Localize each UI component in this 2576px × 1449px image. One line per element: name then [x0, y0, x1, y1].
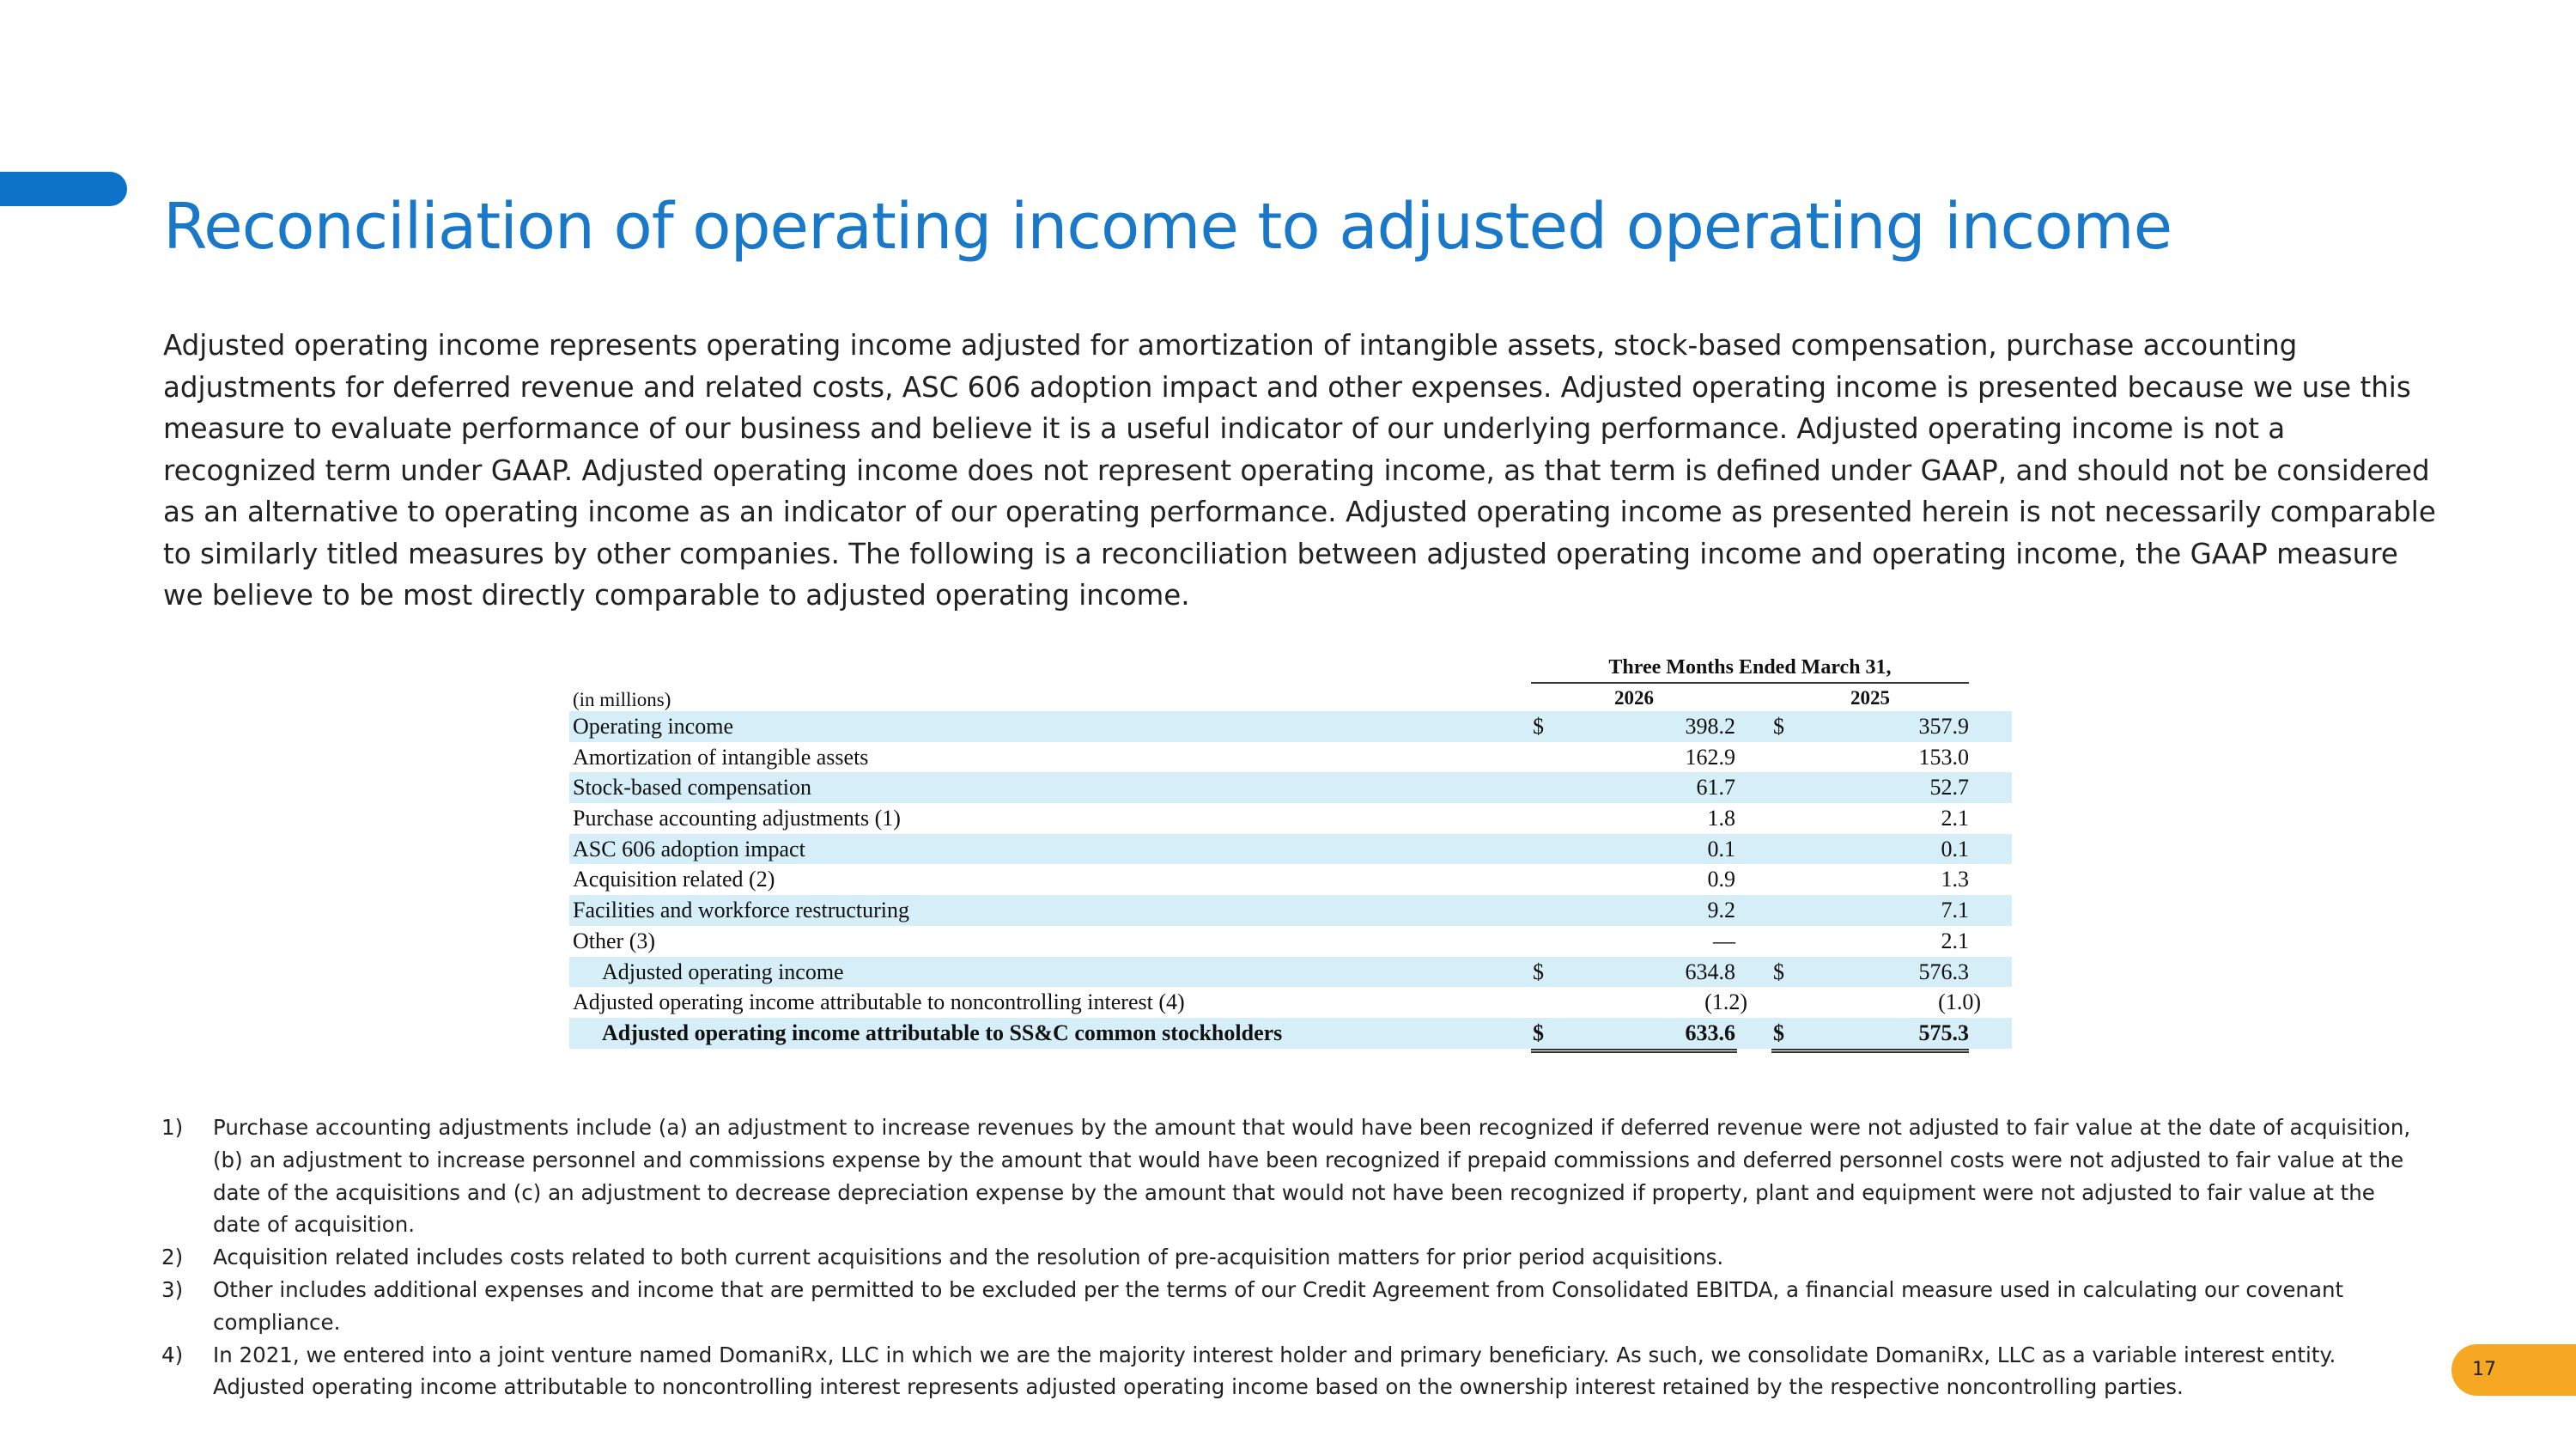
currency-symbol — [1773, 928, 1799, 955]
row-label: Stock-based compensation — [573, 775, 811, 801]
accent-bar — [0, 172, 127, 206]
table-row — [569, 834, 2012, 865]
footnote-number: 3) — [161, 1276, 184, 1302]
currency-symbol — [1773, 744, 1799, 771]
table-row — [569, 987, 2012, 1018]
value-current: 0.1 — [1707, 836, 1735, 861]
units-label: (in millions) — [573, 689, 671, 710]
footnote-text: Purchase accounting adjustments include (a) an adjustment to increase revenues by the amount that would have been recognized if deferred revenue were not adjusted to fair value at the date of acquisition, (b) an adjustment to increase personnel and commissions expense by the amount that would have been recognized if prepaid commissions and deferred personnel costs were not adjusted to fair value at the date of the acquisitions and (c) an adjustment to decrease depreciation expense by the amount that would not have been recognized if property, plant and equipment were not adjusted to fair value at the date of acquisition. — [213, 1115, 2411, 1238]
value-prior: 357.9 — [1918, 714, 1969, 739]
value-current: 61.7 — [1696, 775, 1735, 801]
footnote — [161, 1241, 2428, 1274]
footnote-text: Acquisition related includes costs related to both current acquisitions and the resolution of pre-acquisition matters for prior period acquisitions. — [213, 1245, 1724, 1270]
footnote-number: 1) — [161, 1115, 184, 1140]
footnote-text: Other includes additional expenses and income that are permitted to be excluded per the terms of our Credit Agreement from Consolidated EBITDA, a financial measure used in calculating our covenant compliance. — [213, 1276, 2344, 1335]
footnote — [161, 1274, 2428, 1339]
table-row — [569, 926, 2012, 957]
value-prior: 2.1 — [1941, 806, 1969, 831]
table-row — [569, 895, 2012, 926]
value-prior: 1.3 — [1941, 867, 1969, 892]
table-row — [569, 711, 2012, 742]
value-prior: 576.3 — [1918, 959, 1969, 984]
value-prior: 0.1 — [1941, 836, 1969, 861]
value-current: 1.8 — [1707, 806, 1735, 831]
row-label: Facilities and workforce restructuring — [573, 898, 910, 923]
year-header-current: 2026 — [1531, 685, 1737, 713]
table-body — [569, 711, 2012, 1049]
value-prior: 52.7 — [1929, 775, 1969, 801]
currency-symbol — [1773, 805, 1799, 832]
currency-symbol — [1533, 897, 1558, 924]
page-title: Reconciliation of operating income to adjusted operating income — [163, 189, 2172, 264]
currency-symbol: $ — [1533, 714, 1544, 739]
currency-symbol — [1773, 774, 1799, 801]
currency-symbol — [1533, 928, 1558, 955]
value-current: 162.9 — [1685, 744, 1735, 770]
value-current: (1.2) — [1704, 989, 1747, 1015]
currency-symbol: $ — [1533, 959, 1544, 984]
value-prior: 153.0 — [1918, 744, 1969, 770]
intro-paragraph: Adjusted operating income represents operating income adjusted for amortization of intangible assets, stock-based compensation, purchase accounting adjustments for deferred revenue and related costs, ASC 606 adoption impact and other expenses. Adjusted operating income is presented because we use this measure to evaluate performance of our business and believe it is a useful indicator of our underlying performance. Adjusted operating income is not a recognized term under GAAP. Adjusted operating income does not represent operating income, as that term is defined under GAAP, and should not be considered as an alternative to operating income as an indicator of our operating performance. Adjusted operating income as presented herein is not necessarily comparable to similarly titled measures by other companies. The following is a reconciliation between adjusted operating income and operating income, the GAAP measure we believe to be most directly comparable to adjusted operating income. — [163, 329, 2436, 612]
total-double-rule — [1771, 1049, 1969, 1053]
row-label: Amortization of intangible assets — [573, 744, 869, 770]
currency-symbol — [1533, 989, 1558, 1016]
row-label: ASC 606 adoption impact — [573, 836, 805, 861]
table-row — [569, 803, 2012, 834]
row-label: Other (3) — [573, 928, 656, 953]
footnote-text: In 2021, we entered into a joint venture named DomaniRx, LLC in which we are the majority interest holder and primary beneficiary. As such, we consolidate DomaniRx, LLC as a variable interest entity. Adjusted operating income attributable to noncontrolling interest represents adjusted operating income based on the ownership interest retained by the respective noncontrolling parties. — [213, 1342, 2336, 1400]
value-current: — — [1713, 928, 1735, 953]
value-current: 9.2 — [1707, 898, 1735, 923]
row-label: Purchase accounting adjustments (1) — [573, 806, 901, 831]
table-row — [569, 1018, 2012, 1049]
footnote — [161, 1339, 2428, 1404]
value-prior: 2.1 — [1941, 928, 1969, 953]
row-label: Operating income — [573, 714, 733, 739]
value-prior: 7.1 — [1941, 898, 1969, 923]
currency-symbol — [1773, 897, 1799, 924]
row-label: Adjusted operating income — [602, 959, 844, 984]
currency-symbol — [1773, 836, 1799, 863]
period-header: Three Months Ended March 31, — [1531, 654, 1969, 684]
year-header-prior: 2025 — [1771, 685, 1969, 713]
table-row — [569, 957, 2012, 988]
currency-symbol — [1773, 989, 1799, 1016]
total-double-rule — [1531, 1049, 1737, 1053]
footnotes — [161, 1111, 2428, 1403]
page-number-badge: 17 — [2451, 1344, 2576, 1396]
value-current: 634.8 — [1685, 959, 1735, 984]
currency-symbol: $ — [1773, 959, 1784, 984]
currency-symbol — [1773, 866, 1799, 893]
currency-symbol — [1533, 774, 1558, 801]
currency-symbol — [1533, 836, 1558, 863]
value-current: 398.2 — [1685, 714, 1735, 739]
currency-symbol: $ — [1773, 714, 1784, 739]
footnote-number: 2) — [161, 1245, 184, 1270]
value-current: 0.9 — [1707, 867, 1735, 892]
row-label: Adjusted operating income attributable to noncontrolling interest (4) — [573, 989, 1185, 1015]
currency-symbol — [1533, 805, 1558, 832]
row-label: Acquisition related (2) — [573, 867, 775, 892]
row-label: Adjusted operating income attributable to SS&C common stockholders — [602, 1020, 1283, 1045]
table-row — [569, 864, 2012, 895]
table-row — [569, 742, 2012, 773]
value-current: 633.6 — [1685, 1020, 1735, 1045]
currency-symbol — [1533, 866, 1558, 893]
footnote — [161, 1111, 2428, 1241]
value-prior: 575.3 — [1918, 1020, 1969, 1045]
currency-symbol — [1533, 744, 1558, 771]
currency-symbol: $ — [1773, 1020, 1784, 1045]
currency-symbol: $ — [1533, 1020, 1544, 1045]
footnote-number: 4) — [161, 1342, 184, 1367]
value-prior: (1.0) — [1938, 989, 1981, 1015]
table-row — [569, 772, 2012, 803]
year-header-row — [569, 685, 2012, 713]
